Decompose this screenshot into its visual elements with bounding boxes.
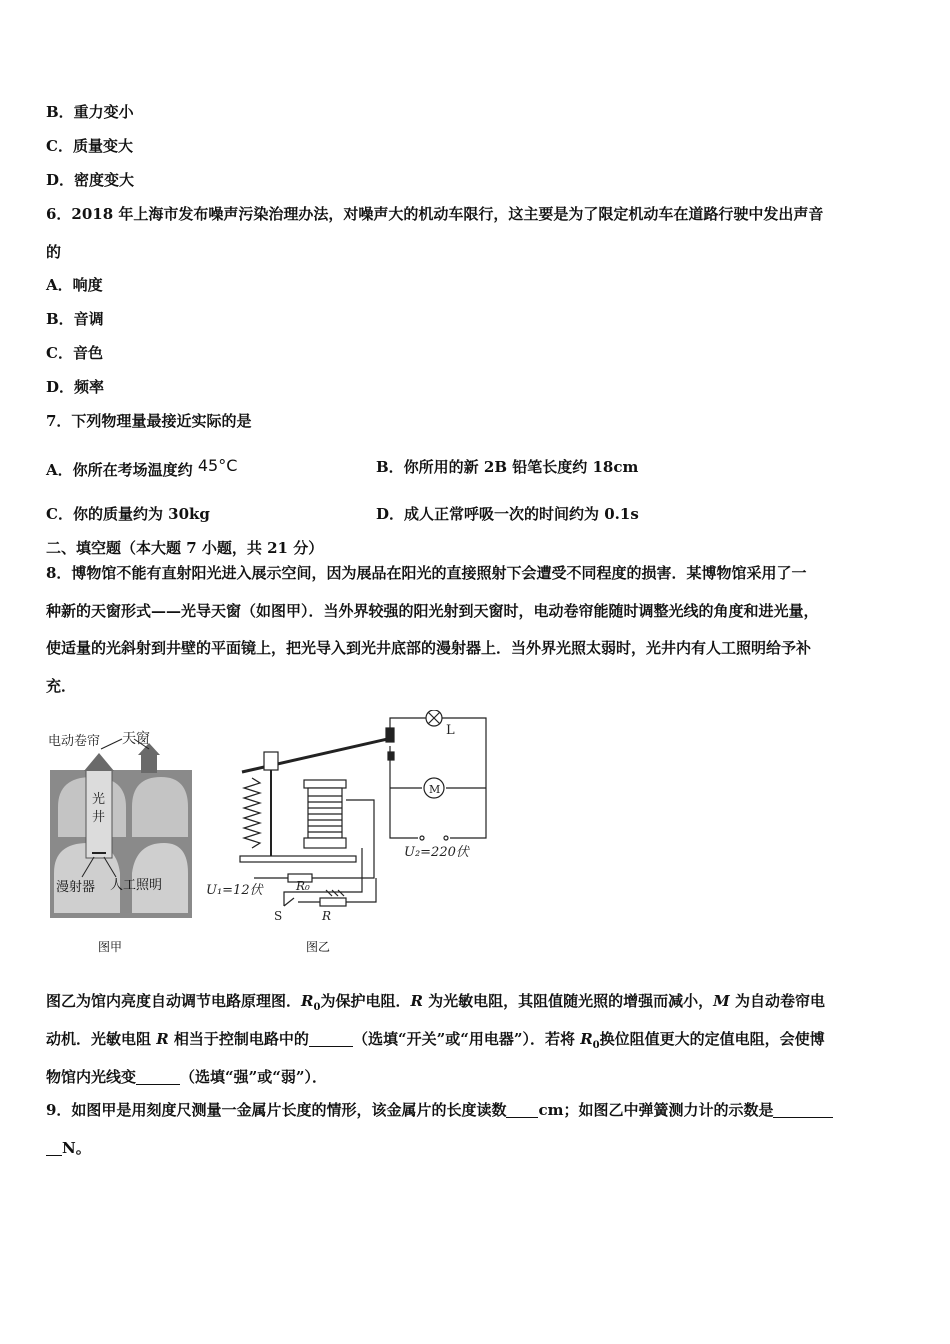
switch-s [284, 898, 294, 906]
base-plate [240, 856, 356, 862]
figure-b-circuit [204, 710, 504, 925]
q8-blank-2[interactable] [136, 1070, 180, 1085]
q5-option-d: D．密度变大 [46, 171, 135, 189]
q8-after-line1 [46, 991, 825, 1018]
armature-contact [386, 728, 394, 742]
right-upper-room [132, 777, 188, 837]
q6-option-d: D．频率 [46, 378, 105, 396]
q6-stem-line2: 的 [46, 243, 62, 261]
label-u1: U₁=12伏 [206, 883, 263, 898]
q8-after1-text-b: 为保护电阻． [320, 992, 411, 1010]
q8-after2-text-a: 动机．光敏电阻 [46, 1030, 157, 1048]
label-shaft-2: 井 [92, 810, 106, 825]
q8-after1-r0-sub: 0 [313, 1002, 321, 1013]
terminal-right [444, 836, 448, 840]
q7-option-d: D．成人正常呼吸一次的时间约为 0.1s [376, 505, 639, 523]
light-arrow-2 [332, 890, 338, 896]
q9-text-a: 9．如图甲是用刻度尺测量一金属片长度的情形，该金属片的长度读数 [46, 1101, 507, 1119]
light-arrow-1 [326, 890, 332, 896]
q9-text-c: N。 [62, 1139, 91, 1157]
q8-after2-text-c: （选填“开关”或“用电器”）．若将 [352, 1030, 581, 1048]
q8-after1-r0: R [301, 992, 314, 1010]
q7-stem: 7．下列物理量最接近实际的是 [46, 412, 252, 430]
photoresistor-r [320, 898, 346, 906]
q8-after1-m: M [713, 992, 730, 1010]
label-lighting: 人工照明 [110, 878, 163, 893]
q8-after1-text-d: 为自动卷帘电 [729, 992, 826, 1010]
q8-after2-r0-sub: 0 [592, 1040, 600, 1051]
label-switch: S [274, 909, 283, 923]
label-r0: R₀ [296, 879, 310, 893]
q8-after-line2 [46, 1029, 825, 1056]
q6-option-c: C．音色 [46, 344, 103, 362]
q9-text-b: cm；如图乙中弹簧测力计的示数是 [538, 1101, 774, 1119]
q8-paragraph-line1: 8．博物馆不能有直射阳光进入展示空间，因为展品在阳光的直接照射下会遭受不同程度的损害．某博物馆采用了一 [46, 564, 807, 582]
q9-blank-2-cont[interactable] [46, 1141, 62, 1156]
figure-a-skylight [46, 725, 198, 921]
coil-top-plate [304, 780, 346, 788]
label-shaft-1: 光 [92, 792, 106, 807]
label-curtain: 电动卷帘 [48, 734, 101, 749]
wire-r-right [346, 878, 376, 902]
caption-figure-b: 图乙 [306, 940, 331, 954]
fixed-contact [388, 752, 394, 760]
q6-option-a: A．响度 [46, 276, 103, 294]
q8-after3-text-a: 物馆内光线变 [46, 1068, 137, 1086]
label-motor: M [429, 783, 441, 796]
q9-line2 [46, 1138, 91, 1158]
q8-after1-r: R [410, 992, 423, 1010]
q8-paragraph-line4: 充． [46, 677, 77, 695]
q8-blank-1[interactable] [309, 1032, 353, 1047]
terminal-left [420, 836, 424, 840]
q8-after1-text-a: 图乙为馆内亮度自动调节电路原理图． [46, 992, 302, 1010]
coil-bottom-plate [304, 838, 346, 848]
q7-option-b: B．你所用的新 2B 铅笔长度约 18cm [376, 458, 639, 476]
q5-option-c: C．质量变大 [46, 137, 133, 155]
section-heading: 二、填空题（本大题 7 小题，共 21 分） [46, 539, 324, 557]
q8-after2-r0: R [580, 1030, 593, 1048]
q8-after3-text-b: （选填“强”或“弱”）． [180, 1068, 328, 1086]
q8-after1-text-c: 为光敏电阻，其阻值随光照的增强而减小， [422, 992, 714, 1010]
q8-after2-r: R [156, 1030, 169, 1048]
pivot-post [264, 752, 278, 770]
q6-option-b: B．音调 [46, 310, 104, 328]
label-r: R [322, 909, 332, 923]
q8-paragraph-line3: 使适量的光斜射到井壁的平面镜上，把光导入到光井底部的漫射器上．当外界光照太弱时，光井内有人工照明给予补 [46, 639, 812, 657]
q7-option-a-value: 45°C [197, 456, 238, 475]
caption-figure-a: 图甲 [98, 940, 123, 954]
q7-option-a-text: A．你所在考场温度约 [46, 461, 193, 479]
leader-curtain [101, 739, 122, 749]
light-arrow-3 [338, 890, 344, 896]
label-skylight: 天窗 [122, 731, 150, 747]
q9-line1 [46, 1100, 833, 1120]
wire-coil-right [346, 800, 374, 878]
q6-stem-line1: 6．2018 年上海市发布噪声污染治理办法，对噪声大的机动车限行，这主要是为了限定机动车在道路行驶中发出声音 [46, 205, 824, 223]
q8-after-line3 [46, 1067, 327, 1087]
q9-blank-2[interactable] [773, 1103, 833, 1118]
q5-option-b: B．重力变小 [46, 103, 134, 121]
wire-work-top [390, 718, 486, 838]
label-diffuser: 漫射器 [56, 880, 96, 895]
label-lamp: L [446, 723, 455, 738]
skylight-right [141, 753, 157, 773]
q8-after2-text-d: 换位阻值更大的定值电阻，会使博 [599, 1030, 825, 1048]
q7-option-c: C．你的质量约为 30kg [46, 505, 210, 523]
q8-after2-text-b: 相当于控制电路中的 [168, 1030, 309, 1048]
q9-blank-1[interactable] [506, 1103, 538, 1118]
skylight-cap-left [84, 753, 114, 771]
spring [244, 778, 260, 848]
q8-paragraph-line2: 种新的天窗形式——光导天窗（如图甲）．当外界较强的阳光射到天窗时，电动卷帘能随时调整光线的角度和进光量， [46, 602, 819, 620]
label-u2: U₂=220伏 [404, 845, 469, 860]
q7-option-a [46, 456, 237, 480]
coil-windings [308, 796, 342, 832]
